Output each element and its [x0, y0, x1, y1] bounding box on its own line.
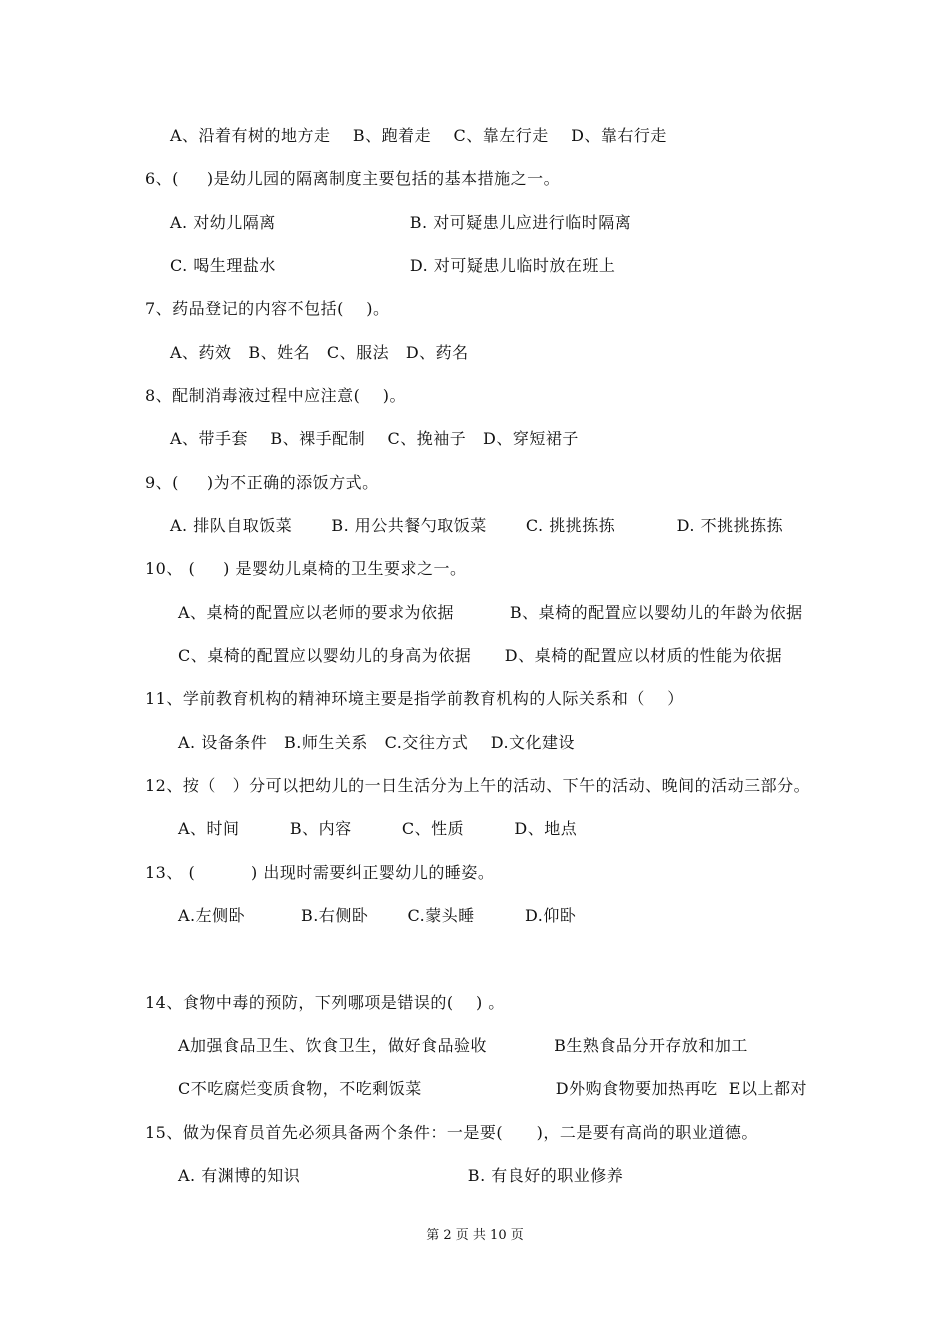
question-12: 12、按（ ）分可以把幼儿的一日生活分为上午的活动、下午的活动、晚间的活动三部分。	[145, 776, 811, 795]
question-8: 8、配制消毒液过程中应注意( )。	[145, 386, 407, 405]
q11-options: A. 设备条件 B.师生关系 C.交往方式 D.文化建设	[178, 733, 576, 752]
question-11: 11、学前教育机构的精神环境主要是指学前教育机构的人际关系和（ ）	[145, 689, 684, 708]
page-number-footer: 第 2 页 共 10 页	[426, 1228, 524, 1243]
q15-options: A. 有渊博的知识 B. 有良好的职业修养	[178, 1166, 624, 1185]
q6-options-row-2: C. 喝生理盐水 D. 对可疑患儿临时放在班上	[170, 256, 616, 275]
q5-options: A、沿着有树的地方走 B、跑着走 C、靠左行走 D、靠右行走	[170, 126, 667, 145]
q10-options-row-2: C、桌椅的配置应以婴幼儿的身高为依据 D、桌椅的配置应以材质的性能为依据	[178, 646, 783, 665]
question-9: 9、( )为不正确的添饭方式。	[145, 473, 379, 492]
q6-options-row-1: A. 对幼儿隔离 B. 对可疑患儿应进行临时隔离	[170, 213, 632, 232]
q7-options: A、药效 B、姓名 C、服法 D、药名	[170, 343, 469, 362]
q8-options: A、带手套 B、裸手配制 C、挽袖子 D、穿短裙子	[170, 429, 579, 448]
question-10: 10、 ( ) 是婴幼儿桌椅的卫生要求之一。	[145, 559, 467, 578]
q14-options-row-1: A加强食品卫生、饮食卫生，做好食品验收 B生熟食品分开存放和加工	[178, 1036, 748, 1055]
q14-options-row-2: C不吃腐烂变质食物，不吃剩饭菜 D外购食物要加热再吃 E以上都对	[178, 1079, 807, 1098]
q10-options-row-1: A、桌椅的配置应以老师的要求为依据 B、桌椅的配置应以婴幼儿的年龄为依据	[178, 603, 803, 622]
q12-options: A、时间 B、内容 C、性质 D、地点	[178, 819, 578, 838]
q13-options: A.左侧卧 B.右侧卧 C.蒙头睡 D.仰卧	[178, 906, 577, 925]
question-15: 15、做为保育员首先必须具备两个条件：一是要( )，二是要有高尚的职业道德。	[145, 1123, 758, 1142]
q9-options: A. 排队自取饭菜 B. 用公共餐勺取饭菜 C. 挑挑拣拣 D. 不挑挑拣拣	[170, 516, 784, 535]
question-13: 13、 ( ) 出现时需要纠正婴幼儿的睡姿。	[145, 863, 495, 882]
question-6: 6、( )是幼儿园的隔离制度主要包括的基本措施之一。	[145, 169, 561, 188]
question-7: 7、药品登记的内容不包括( )。	[145, 299, 390, 318]
question-14: 14、食物中毒的预防，下列哪项是错误的( ) 。	[145, 993, 505, 1012]
